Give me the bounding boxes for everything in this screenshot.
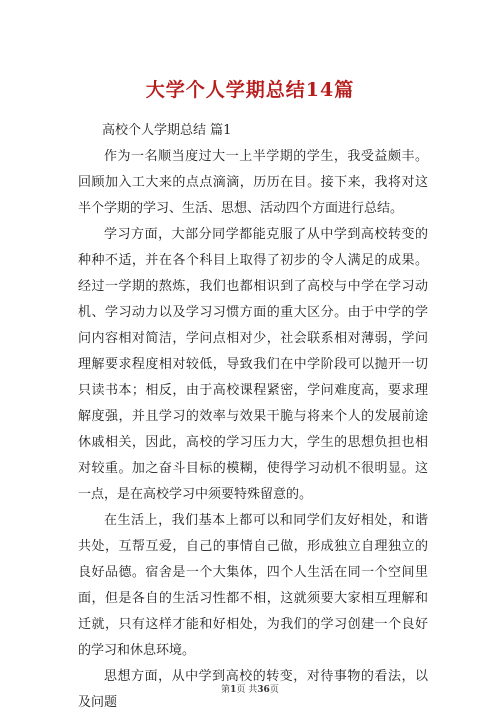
total-page-count: 36 xyxy=(257,685,270,695)
document-body xyxy=(78,118,428,716)
current-page-number: 1 xyxy=(230,685,237,695)
footer-prefix: 第 xyxy=(221,685,231,695)
section-heading: 高校个人学期总结 篇1 xyxy=(102,123,232,138)
paragraph: 学习方面，大部分同学都能克服了从中学到高校转变的种种不适，并在各个科目上取得了初步的令人满足的成果。经过一学期的熬炼，我们也都相识到了高校与中学在学习动机、学习动力以及学习习惯方面的重大区分。由于中学的学问内容相对简洁，学问点相对少，社会联系相对薄弱，学问理解要求程度相对较低，导致我们在中学阶段可以抛开一切只读书本；相反，由于高校课程紧密，学问难度高，要求理解度强，并且学习的效率与效果干脆与将来个人的发展前途休戚相关，因此，高校的学习压力大，学生的思想负担也相对较重。加之奋斗目标的模糊，使得学习动机不很明显。这一点，是在高校学习中须要特殊留意的。 xyxy=(78,227,428,502)
paragraph: 思想方面，从中学到高校的转变，对待事物的看法，以及问题 xyxy=(78,669,428,710)
footer-suffix: 页 xyxy=(269,685,279,695)
footer-middle: 页 共 xyxy=(236,685,258,695)
page-footer xyxy=(0,682,500,695)
paragraph: 在生活上，我们基本上都可以和同学们友好相处，和谐共处，互帮互爱，自己的事情自己做，形成独立自理独立的良好品德。宿舍是一个大集体，四个人生活在同一个空间里面，但是各自的生活习性都不相，这就须要大家相互理解和迁就，只有这样才能和好相处，为我们的学习创建一个良好的学习和休息环境。 xyxy=(78,513,428,658)
document-title: 大学个人学期总结14篇 xyxy=(145,79,355,101)
paragraph: 作为一名顺当度过大一上半学期的学生，我受益颇丰。回顾加入工大来的点点滴滴，历历在目。接下来，我将对这半个学期的学习、生活、思想、活动四个方面进行总结。 xyxy=(78,149,428,216)
